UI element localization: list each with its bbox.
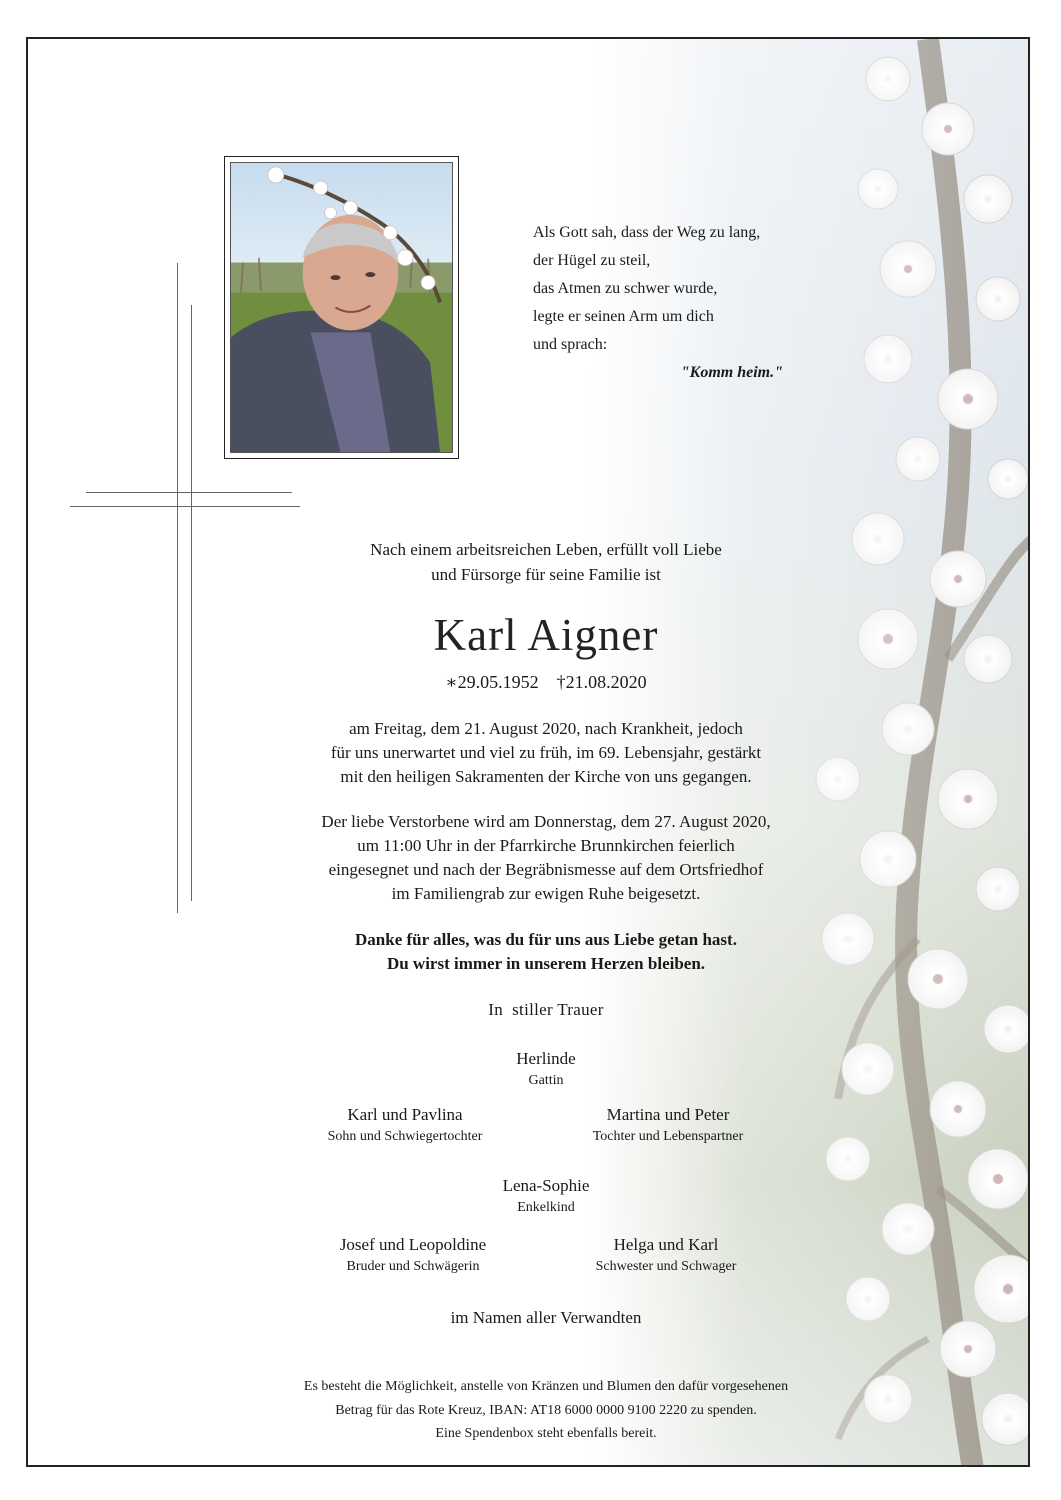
paragraph-line: im Familiengrab zur ewigen Ruhe beigesetzt. xyxy=(391,884,701,903)
thanks-line: Danke für alles, was du für uns aus Liebe getan hast. xyxy=(355,930,737,949)
portrait-photo xyxy=(224,156,459,459)
poem-line: Als Gott sah, dass der Weg zu lang, xyxy=(533,224,761,241)
paragraph-line: um 11:00 Uhr in der Pfarrkirche Brunnkirchen feierlich xyxy=(357,836,735,855)
poem-quote: "Komm heim." xyxy=(680,364,783,381)
donation-line: Eine Spendenbox steht ebenfalls bereit. xyxy=(435,1426,657,1441)
intro-line: und Fürsorge für seine Familie ist xyxy=(431,565,661,584)
paragraph-line: für uns unerwartet und viel zu früh, im 69. Lebensjahr, gestärkt xyxy=(330,743,762,762)
relative-name: Martina und Peter xyxy=(606,1105,730,1124)
relative-role: Bruder und Schwägerin xyxy=(346,1259,480,1274)
relative-entry xyxy=(275,1104,535,1148)
relative-role: Enkelkind xyxy=(517,1200,575,1215)
relative-role: Sohn und Schwiegertochter xyxy=(327,1129,483,1144)
relative-name: Lena-Sophie xyxy=(502,1176,590,1195)
cross-horizontal-line xyxy=(86,492,292,493)
relative-entry xyxy=(416,1048,676,1092)
relative-name: Helga und Karl xyxy=(613,1235,719,1254)
relative-entry xyxy=(283,1234,543,1278)
relative-entry xyxy=(416,1175,676,1219)
poem-line: und sprach: xyxy=(533,336,608,353)
donation-note xyxy=(188,1375,904,1446)
mourning-text: In stiller Trauer xyxy=(488,1000,604,1019)
black-border-frame xyxy=(26,37,1030,1467)
cross-horizontal-line xyxy=(70,506,300,507)
birth-date: ∗29.05.1952 xyxy=(445,672,539,692)
poem-line: der Hügel zu steil, xyxy=(533,252,651,269)
poem-line: das Atmen zu schwer wurde, xyxy=(533,280,718,297)
relative-role: Schwester und Schwager xyxy=(595,1259,737,1274)
paragraph-line: am Freitag, dem 21. August 2020, nach Krankheit, jedoch xyxy=(349,719,743,738)
relative-role: Tochter und Lebenspartner xyxy=(592,1129,744,1144)
thanks-line: Du wirst immer in unserem Herzen bleiben. xyxy=(386,954,706,973)
poem-line: legte er seinen Arm um dich xyxy=(533,308,714,325)
closing-text: im Namen aller Verwandten xyxy=(450,1308,642,1327)
relative-name: Josef und Leopoldine xyxy=(339,1235,487,1254)
relative-role: Gattin xyxy=(528,1073,564,1088)
poem xyxy=(533,219,833,387)
donation-line: Betrag für das Rote Kreuz, IBAN: AT18 6000 0000 9100 2220 zu spenden. xyxy=(335,1402,757,1418)
paragraph-line: mit den heiligen Sakramenten der Kirche von uns gegangen. xyxy=(340,767,752,786)
cross-vertical-line xyxy=(177,263,178,913)
paragraph-line: Der liebe Verstorbene wird am Donnerstag, dem 27. August 2020, xyxy=(321,812,771,831)
intro-text xyxy=(248,537,844,587)
relative-name: Karl und Pavlina xyxy=(347,1105,463,1124)
relative-name: Herlinde xyxy=(516,1049,576,1068)
funeral-details-paragraph xyxy=(248,810,844,906)
relative-entry xyxy=(536,1234,796,1278)
mourning-heading xyxy=(248,998,844,1022)
donation-line: Es besteht die Möglichkeit, anstelle von Kränzen und Blumen den dafür vorgesehenen xyxy=(303,1379,789,1394)
death-date: †21.08.2020 xyxy=(556,672,647,692)
deceased-name: Karl Aigner xyxy=(433,610,659,660)
intro-line: Nach einem arbeitsreichen Leben, erfüllt voll Liebe xyxy=(370,540,722,559)
paragraph-line: eingesegnet und nach der Begräbnismesse auf dem Ortsfriedhof xyxy=(328,860,764,879)
death-notice-paragraph xyxy=(248,717,844,789)
cross-vertical-line xyxy=(191,305,192,901)
thanks-text xyxy=(248,928,844,976)
relative-entry xyxy=(538,1104,798,1148)
life-dates xyxy=(248,669,844,695)
